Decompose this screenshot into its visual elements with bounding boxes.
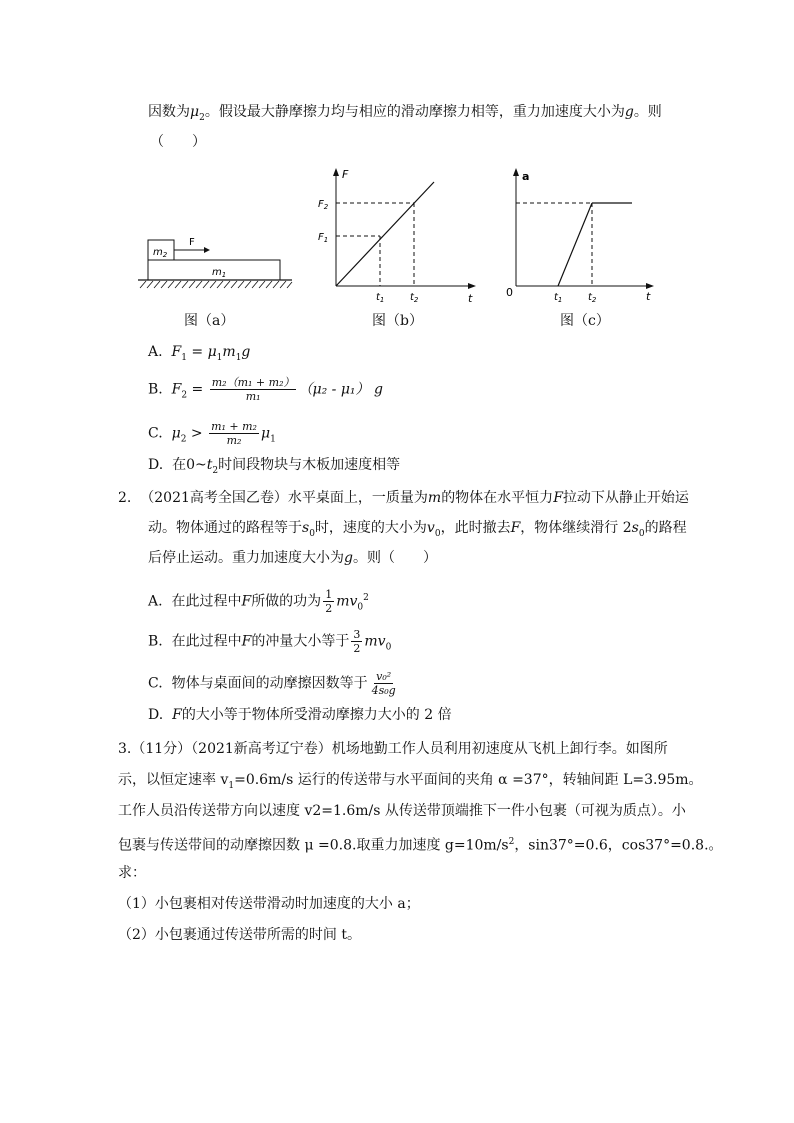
symbol: m xyxy=(427,490,442,506)
q2-option-b[interactable] xyxy=(148,628,391,657)
m2-label: $m_2$ xyxy=(153,247,168,259)
symbol: v xyxy=(426,520,435,536)
text: 的物体在水平恒力 xyxy=(441,490,554,506)
text: 拉动下从静止开始运 xyxy=(562,490,689,506)
f2-label: $F_2$ xyxy=(318,199,329,211)
text: 物体与桌面间的动摩擦因数等于 xyxy=(171,675,368,692)
text: 后停止运动。重力加速度大小为 xyxy=(148,550,344,566)
subscript: 0 xyxy=(638,528,645,539)
subscript: 2 xyxy=(180,434,187,445)
figure-c-caption: 图（c） xyxy=(560,313,610,329)
symbol: μ xyxy=(171,425,181,442)
expression: mv xyxy=(364,633,386,650)
t1-label: $t_1$ xyxy=(554,292,563,304)
text: 的冲量大小等于 xyxy=(251,633,350,650)
subscript: 0 xyxy=(357,602,364,613)
q3-line-1: 3.（11分）（2021新高考辽宁卷）机场地勤工作人员利用初速度从飞机上卸行李。如图所 xyxy=(118,741,668,757)
text: 。假设最大静摩擦力均与相应的滑动摩擦力相等，重力加速度大小为 xyxy=(204,104,625,120)
figure-c xyxy=(498,166,668,306)
ground-hatch xyxy=(140,281,292,288)
option-label: C. xyxy=(148,675,163,692)
text: ，物体继续滑行 2 xyxy=(520,520,632,536)
q2-option-c[interactable] xyxy=(148,670,400,697)
q2-line-2 xyxy=(148,518,687,544)
figure-b xyxy=(312,166,482,306)
t2-label: $t_2$ xyxy=(588,292,597,304)
figure-a-caption: 图（a） xyxy=(184,313,235,329)
symbol: g xyxy=(374,381,383,398)
text: 所做的功为 xyxy=(251,593,322,610)
symbol: t xyxy=(206,457,213,473)
symbol: m xyxy=(222,344,236,360)
symbol: s xyxy=(302,520,310,536)
t1-label: $t_1$ xyxy=(376,292,385,304)
expression: mv xyxy=(336,593,358,610)
symbol: F xyxy=(241,593,252,610)
symbol: s xyxy=(631,520,639,536)
operator: > xyxy=(186,425,208,442)
text: 包裹与传送带间的动摩擦因数 μ =0.8.取重力加速度 g=10m/s xyxy=(118,837,509,854)
denominator: 4s₀g xyxy=(371,684,396,697)
x-arrow-icon xyxy=(468,283,476,289)
text: 的大小等于物体所受滑动摩擦力大小的 2 倍 xyxy=(181,707,452,723)
symbol: F xyxy=(553,490,563,506)
q3-line-2 xyxy=(118,770,703,796)
option-label: D. xyxy=(148,457,164,473)
numerator: m₂（m₁ + m₂） xyxy=(211,376,295,389)
force-label: F xyxy=(189,237,195,248)
symbol: g xyxy=(241,344,251,360)
equals: = xyxy=(187,381,208,398)
x-axis-label: t xyxy=(646,290,651,303)
superscript: 2 xyxy=(363,593,369,603)
text: （2021高考全国乙卷）水平桌面上，一质量为 xyxy=(140,490,428,506)
q1-option-c[interactable] xyxy=(148,420,276,449)
question-number: 2. xyxy=(118,490,132,506)
x-axis-label: t xyxy=(468,292,473,305)
mu-symbol: μ xyxy=(190,104,200,120)
numerator: 1 xyxy=(325,588,333,602)
symbol: F xyxy=(510,520,521,536)
g-symbol: g xyxy=(624,104,634,120)
text: 在0~ xyxy=(172,457,207,473)
text: 时间段物块与木板加速度相等 xyxy=(218,457,401,473)
option-label: A. xyxy=(148,344,163,360)
symbol: g xyxy=(344,550,353,566)
subscript: 0 xyxy=(385,642,392,653)
subscript: 1 xyxy=(228,780,235,791)
equals: = xyxy=(186,344,208,360)
option-label: D. xyxy=(148,707,164,723)
subscript: 2 xyxy=(181,390,188,401)
arrow-head-icon xyxy=(204,247,210,253)
symbol: F xyxy=(241,633,252,650)
subscript: 2 xyxy=(199,112,205,123)
force-line xyxy=(336,182,434,286)
fraction xyxy=(351,628,362,655)
option-label: C. xyxy=(148,425,163,442)
t2-label: $t_2$ xyxy=(410,292,419,304)
accel-ramp xyxy=(558,203,592,286)
denominator: m₁ xyxy=(245,390,261,403)
text: 在此过程中 xyxy=(171,633,242,650)
text: =0.6m/s 运行的传送带与水平面间的夹角 α =37°，转轴间距 L=3.95m。 xyxy=(234,772,703,788)
q3-line-3: 工作人员沿传送带方向以速度 v2=1.6m/s 从传送带顶端推下一件小包裹（可视为质点）。小 xyxy=(118,803,686,819)
superscript: 2 xyxy=(508,837,515,847)
symbol: F xyxy=(171,381,182,398)
q1-option-d[interactable] xyxy=(148,455,400,481)
y-axis-label: a xyxy=(522,170,530,183)
symbol: μ xyxy=(207,344,217,360)
q3-subquestion-2: （2）小包裹通过传送带所需的时间 t。 xyxy=(118,927,361,943)
option-label: B. xyxy=(148,381,163,398)
q2-option-d[interactable] xyxy=(148,705,452,725)
text: 时，速度的大小为 xyxy=(314,520,427,536)
y-arrow-icon xyxy=(333,168,339,176)
denominator: 2 xyxy=(353,642,361,655)
subscript: 1 xyxy=(181,352,187,363)
text: 动。物体通过的路程等于 xyxy=(148,520,302,536)
q2-line-1 xyxy=(118,488,689,508)
text: ，sin37°=0.6，cos37°=0.8.。 xyxy=(514,837,723,854)
fraction xyxy=(370,670,398,697)
q1-option-a[interactable] xyxy=(148,342,250,368)
text: 在此过程中 xyxy=(171,593,242,610)
q1-option-b[interactable] xyxy=(148,376,383,405)
text: ，此时撤去 xyxy=(440,520,511,536)
fraction xyxy=(323,588,334,615)
x-arrow-icon xyxy=(646,283,654,289)
symbol: F xyxy=(172,707,182,723)
q2-option-a[interactable] xyxy=(148,588,369,617)
subscript: 2 xyxy=(212,465,219,476)
numerator: v₀² xyxy=(376,670,392,683)
expression: （μ₂ - μ₁） xyxy=(298,381,370,398)
subscript: 0 xyxy=(309,528,315,539)
subscript: 1 xyxy=(270,434,276,445)
m1-label: $m_1$ xyxy=(212,267,227,279)
subscript: 0 xyxy=(434,528,441,539)
y-arrow-icon xyxy=(513,168,519,176)
option-label: B. xyxy=(148,633,163,650)
text: 因数为 xyxy=(148,104,190,120)
text: 的路程 xyxy=(644,520,687,536)
symbol: μ xyxy=(260,425,271,442)
q3-line-4 xyxy=(118,832,723,856)
origin-label: 0 xyxy=(506,286,513,299)
figure-b-caption: 图（b） xyxy=(372,313,423,329)
denominator: m₂ xyxy=(226,434,242,447)
fraction xyxy=(210,376,297,403)
text: 。则 xyxy=(633,104,662,120)
fraction xyxy=(209,420,259,447)
figure-a xyxy=(136,232,296,296)
denominator: 2 xyxy=(325,602,333,616)
q3-subquestion-1: （1）小包裹相对传送带滑动时加速度的大小 a； xyxy=(118,896,420,912)
intro-line-1 xyxy=(148,102,662,128)
q3-line-5: 求： xyxy=(118,865,146,881)
y-axis-label: F xyxy=(342,168,349,181)
f1-label: $F_1$ xyxy=(318,232,329,244)
text: 示，以恒定速率 v xyxy=(118,772,229,788)
text: 。则（ ） xyxy=(352,550,437,566)
symbol: F xyxy=(171,344,182,360)
option-label: A. xyxy=(148,593,163,610)
q2-line-3 xyxy=(148,548,437,568)
subscript: 1 xyxy=(235,352,242,363)
numerator: 3 xyxy=(353,628,361,641)
numerator: m₁ + m₂ xyxy=(211,420,257,433)
intro-line-2: （ ） xyxy=(150,134,206,150)
subscript: 1 xyxy=(216,352,223,363)
